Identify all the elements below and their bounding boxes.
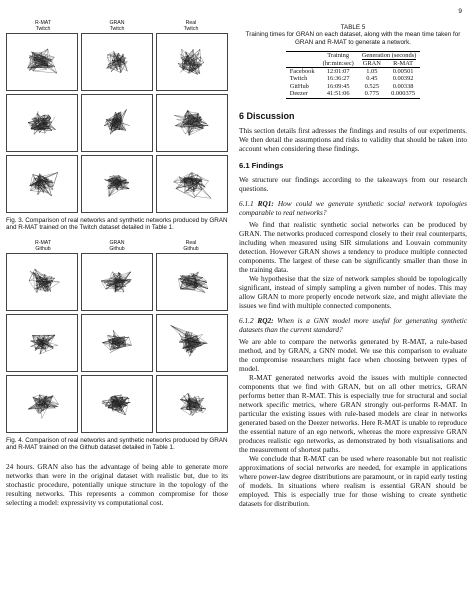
table-5-label: TABLE 5 — [340, 24, 366, 31]
network-drawing — [157, 95, 227, 151]
network-drawing — [7, 34, 77, 90]
network-plot — [81, 375, 153, 433]
rq1-paragraph-1: We find that realistic synthetic social networks can be produced by GRAN. The networks produced correspond closely to their real counterparts, including when measured using SIR simulations and Louvain community detection. However GRAN shows a tendency to produce multiple connected components. The largest of these can be significantly smaller than those in the training data. — [239, 219, 467, 274]
network-edges — [178, 49, 204, 75]
figure-3-network-grid — [6, 33, 228, 213]
table-5 — [286, 51, 421, 98]
network-plot — [6, 155, 78, 213]
network-drawing — [157, 34, 227, 90]
table-row: Facebook 12:01:07 1.05 0.00501 — [289, 68, 414, 76]
network-plot — [6, 375, 78, 433]
network-plot — [156, 155, 228, 213]
rq2-body — [239, 337, 467, 508]
network-plot — [156, 33, 228, 91]
page-number: 9 — [458, 8, 462, 15]
network-edges — [174, 110, 208, 135]
section-6-intro: This section details first adresses the findings and results of our experiments. We then detail the assumptions and risks to validity that should be taken into account when considering these findings. — [239, 125, 467, 153]
left-continuation-paragraph: 24 hours. GRAN also has the advantage of being able to generate more networks than were in the original dataset with realistic but, due to its stochastic procedure, potentially unique structure in the topology of the resulting networks. This represents a common compromise for those selecting a model: expressivity vs computational cost. — [6, 461, 228, 507]
rq2-paragraph-3: We conclude that R-MAT can be used where reasonable but not realistic approximations of social networks are needed, for example in applications where power-law degree distributions are paramount, or in rapid early testing of models. In situations where realism is essential GRAN should be employed. This is especially true for those wishing to create synthetic datasets for distribution. — [239, 453, 467, 508]
rq2-paragraph-1: We are able to compare the networks generated by R-MAT, a rule-based method, and by GRAN, a GNN model. We use this comparison to evaluate the compromise researchers might face when choosing between types of model. — [239, 336, 467, 373]
network-drawing — [82, 156, 152, 212]
network-drawing — [82, 376, 152, 432]
network-drawing — [7, 315, 77, 371]
network-edges — [101, 272, 131, 293]
table-row: Deezer 41:51:06 0.775 0.000375 — [286, 90, 421, 98]
network-edges — [174, 173, 211, 199]
network-edges — [102, 395, 130, 415]
network-drawing — [7, 156, 77, 212]
table-head-training-unit: (hr:min:sec) — [319, 60, 358, 68]
network-plot — [81, 94, 153, 152]
network-drawing — [7, 254, 77, 310]
network-plot — [156, 94, 228, 152]
figure-3 — [6, 20, 228, 232]
figure-3-caption: Fig. 3. Comparison of real networks and synthetic networks produced by GRAN and R-MAT trained on the Twitch dataset detailed in Table 1. — [6, 217, 228, 232]
network-edges — [104, 110, 130, 135]
section-6-1-heading: 6.1 Findings — [239, 160, 284, 170]
network-edges — [171, 325, 208, 356]
network-edges — [180, 393, 206, 415]
network-plot — [156, 314, 228, 372]
table-row: Twitch 16:36:27 0.45 0.00392 — [289, 75, 414, 83]
table-head-generation: Generation (seconds) — [361, 52, 417, 60]
network-edges — [102, 330, 131, 353]
network-edges — [28, 49, 57, 73]
figure-4-header-rmat: R-MAT Github — [34, 239, 52, 252]
section-6-heading: 6 Discussion — [239, 110, 295, 121]
right-column — [239, 24, 467, 508]
network-plot — [6, 253, 78, 311]
left-column — [6, 20, 228, 507]
network-plot — [156, 375, 228, 433]
figure-3-header-real: Real Twitch — [183, 20, 199, 32]
figure-4 — [6, 240, 228, 452]
figure-4-column-headers — [6, 240, 228, 252]
network-drawing — [7, 376, 77, 432]
network-edges — [31, 335, 59, 354]
rq1-heading: 6.1.1 RQ1: How could we generate synthetic social network topologies comparable to real networks? — [239, 198, 467, 217]
table-row: GitHub 16:09:45 0.525 0.00338 — [289, 82, 414, 90]
network-drawing — [82, 254, 152, 310]
table-head-gran: GRAN — [358, 60, 386, 68]
network-edges — [30, 173, 58, 197]
network-drawing — [7, 95, 77, 151]
network-drawing — [82, 95, 152, 151]
table-head-rmat: R-MAT — [386, 60, 420, 68]
rq1-paragraph-2: We hypothesise that the size of network samples should be topologically significant, instead of simply sampling a given number of nodes. This may allow GRAN to more properly encode network size, and might alleviate the issues we find with multiple connected components. — [239, 273, 467, 310]
network-edges — [104, 176, 129, 197]
rq2-paragraph-2: R-MAT generated networks avoid the issues with multiple connected components that we find with GRAN, but on all other metrics, GRAN performs better than R-MAT. This is especially true for structural and social network specific metrics, where GRAN strongly out-performs R-MAT. In particular the existing issues with rule-based models are clear in networks generated based on the Deezer networks. Here R-MAT is unable to reproduce the essential nature of an ego network, whereas the more expressive GRAN produces realistic ego networks, as demonstrated by both visualisations and the measurement of shortest paths. — [239, 372, 467, 454]
network-plot — [81, 155, 153, 213]
table-5-title: Training times for GRAN on each dataset, along with the mean time taken for GRAN and R-MAT to generate a network. — [245, 31, 461, 46]
network-drawing — [157, 376, 227, 432]
network-edges — [107, 51, 128, 72]
network-drawing — [157, 315, 227, 371]
network-drawing — [157, 156, 227, 212]
network-drawing — [82, 315, 152, 371]
figure-4-header-real: Real Github — [183, 239, 199, 252]
figure-4-network-grid — [6, 253, 228, 433]
network-plot — [6, 33, 78, 91]
figure-3-column-headers — [6, 20, 228, 32]
network-plot — [81, 253, 153, 311]
network-edges — [178, 272, 208, 293]
figure-4-caption: Fig. 4. Comparison of real networks and synthetic networks produced by GRAN and R-MAT trained on the Github dataset detailed in Table 1. — [6, 436, 228, 452]
network-plot — [156, 253, 228, 311]
network-drawing — [157, 254, 227, 310]
network-plot — [6, 314, 78, 372]
figure-3-header-gran: GRAN Twitch — [109, 20, 125, 32]
network-edges — [29, 269, 60, 293]
figure-4-header-gran: GRAN Github — [109, 239, 125, 252]
network-plot — [81, 314, 153, 372]
rq2-heading: 6.1.2 RQ2: When is a GNN model more useful for generating synthetic datasets than the current standard? — [239, 315, 468, 334]
figure-3-header-rmat: R-MAT Twitch — [34, 20, 52, 32]
network-edges — [28, 111, 55, 134]
rq1-body — [239, 220, 467, 310]
network-plot — [81, 33, 153, 91]
network-drawing — [82, 34, 152, 90]
section-6-1-intro: We structure our findings according to the takeaways from our research questions. — [239, 174, 467, 193]
network-plot — [6, 94, 78, 152]
table-head-training: Training — [319, 52, 358, 60]
network-edges — [28, 395, 58, 419]
